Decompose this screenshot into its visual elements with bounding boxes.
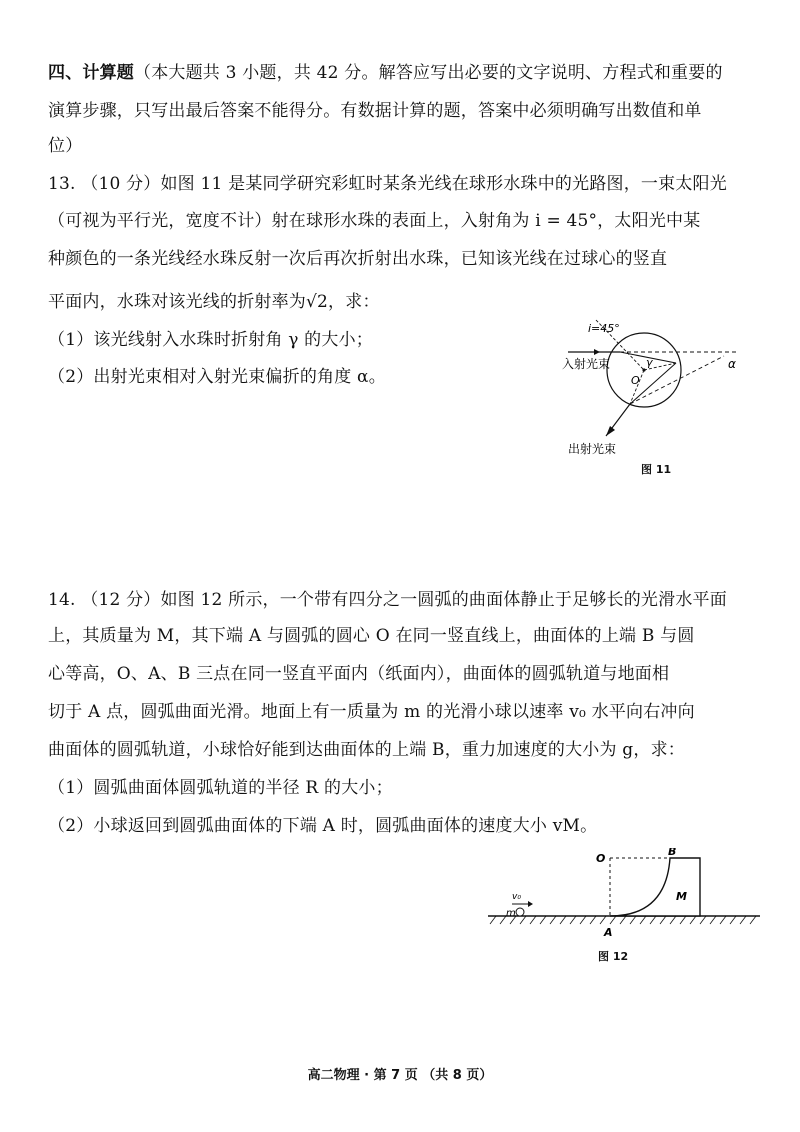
incident-label: 入射光束: [562, 357, 611, 371]
angle-label: i=45°: [588, 322, 620, 335]
q13-line1: 13. （10 分）如图 11 是某同学研究彩虹时某条光线在球形水珠中的光路图，一束太阳光: [48, 174, 727, 194]
center-label: O: [631, 374, 640, 387]
section-intro-line2: 演算步骤，只写出最后答案不能得分。有数据计算的题，答案中必须明确写出数值和单: [48, 101, 702, 121]
q14-line5: 曲面体的圆弧轨道，小球恰好能到达曲面体的上端 B，重力加速度的大小为 g，求：: [48, 740, 685, 760]
q13-line4: 平面内，水珠对该光线的折射率为√2，求：: [48, 292, 380, 312]
ball-m-label: m: [506, 908, 516, 919]
mass-m-label: M: [676, 890, 687, 903]
q14-line1: 14. （12 分）如图 12 所示，一个带有四分之一圆弧的曲面体静止于足够长的光滑水平面: [48, 590, 727, 610]
section-intro-line3: 位）: [48, 136, 83, 156]
gamma-label: γ: [646, 356, 653, 369]
q13-line2: （可视为平行光，宽度不计）射在球形水珠的表面上，入射角为 i = 45°，太阳光中某: [48, 211, 701, 231]
figure-11-caption: 图 11: [641, 463, 672, 476]
exit-extension: [630, 356, 724, 404]
q14-line2: 上，其质量为 M，其下端 A 与圆弧的圆心 O 在同一竖直线上，曲面体的上端 B 与圆: [48, 626, 695, 646]
exit-label: 出射光束: [568, 442, 617, 456]
q14-sub2: （2）小球返回到圆弧曲面体的下端 A 时，圆弧曲面体的速度大小 vM。: [48, 816, 598, 836]
incident-arrow-icon: [594, 349, 600, 355]
page-footer: 高二物理 · 第 7 页 （共 8 页）: [307, 1068, 493, 1083]
section-intro-line1: 四、计算题（本大题共 3 小题，共 42 分。解答应写出必要的文字说明、方程式和重要的: [48, 63, 723, 83]
small-ball: [516, 908, 524, 916]
point-b-label: B: [668, 848, 677, 858]
alpha-label: α: [728, 357, 736, 371]
q13-sub1: （1）该光线射入水珠时折射角 γ 的大小；: [48, 330, 373, 350]
v0-label: v₀: [512, 892, 521, 902]
q14-line3: 心等高，O、A、B 三点在同一竖直平面内（纸面内），曲面体的圆弧轨道与地面相: [48, 664, 670, 684]
velocity-arrow-icon: [528, 901, 533, 907]
q14-line4: 切于 A 点，圆弧曲面光滑。地面上有一质量为 m 的光滑小球以速率 v₀ 水平向右冲向: [48, 702, 695, 722]
curved-block: [610, 858, 700, 916]
q13-line3: 种颜色的一条光线经水珠反射一次后再次折射出水珠，已知该光线在过球心的竖直: [48, 249, 668, 269]
figure-11-diagram: [548, 318, 788, 458]
figure-12-diagram: [486, 848, 766, 944]
section-heading: 四、计算题: [48, 63, 134, 83]
exit-arrow-icon: [606, 426, 615, 436]
figure-12-caption: 图 12: [598, 950, 629, 963]
q14-sub1: （1）圆弧曲面体圆弧轨道的半径 R 的大小；: [48, 778, 393, 798]
q13-sub2: （2）出射光束相对入射光束偏折的角度 α。: [48, 367, 386, 387]
ground-hatch: [490, 916, 756, 924]
point-a-label: A: [604, 926, 613, 939]
point-o-label: O: [596, 852, 606, 865]
